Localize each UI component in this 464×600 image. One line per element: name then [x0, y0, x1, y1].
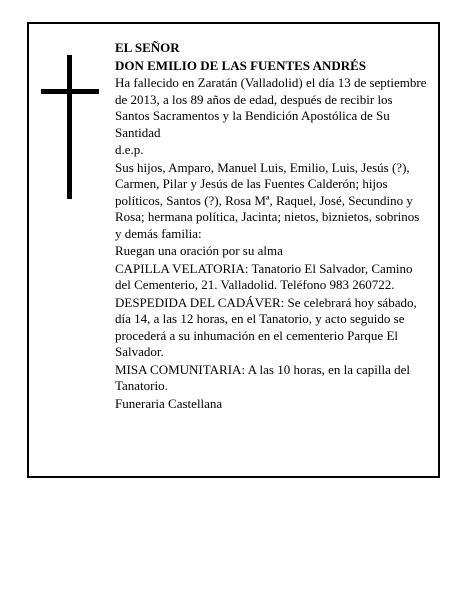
deceased-name: DON EMILIO DE LAS FUENTES ANDRÉS: [115, 57, 367, 73]
notice-text-block: [115, 40, 429, 413]
farewell-info: DESPEDIDA DEL CADÁVER: Se celebrará hoy sábado, día 14, a las 12 horas, en el Tanatorio, y acto seguido se procederá a su inhumación en el cementerio Parque El Salvador.: [115, 294, 417, 359]
cross-vertical-bar: [67, 55, 72, 199]
dep-text: d.e.p.: [115, 142, 144, 157]
cross-horizontal-bar: [41, 89, 99, 94]
family-list: Sus hijos, Amparo, Manuel Luis, Emilio, Luis, Jesús (?), Carmen, Pilar y Jesús de las Fuentes Calderón; hijos políticos, Santos (?), Rosa Mª, Raquel, José, Secundino y Rosa; hermana política, Jacinta; nietos, biznietos, sobrinos y demás familia:: [115, 159, 420, 241]
chapel-info: CAPILLA VELATORIA: Tanatorio El Salvador, Camino del Cementerio, 21. Valladolid. Teléfono 983 260722.: [115, 260, 413, 292]
latin-cross-icon: [41, 55, 99, 199]
funeral-home: Funeraria Castellana: [115, 395, 223, 411]
mass-info: MISA COMUNITARIA: A las 10 horas, en la capilla del Tanatorio.: [115, 361, 411, 393]
notice-title: EL SEÑOR: [115, 40, 180, 55]
obituary-notice: [27, 22, 440, 478]
death-info: Ha fallecido en Zaratán (Valladolid) el día 13 de septiembre de 2013, a los 89 años de edad, después de recibir los Santos Sacramentos y la Bendición Apostólica de Su Santidad: [115, 75, 427, 140]
prayer-request: Ruegan una oración por su alma: [115, 243, 283, 258]
